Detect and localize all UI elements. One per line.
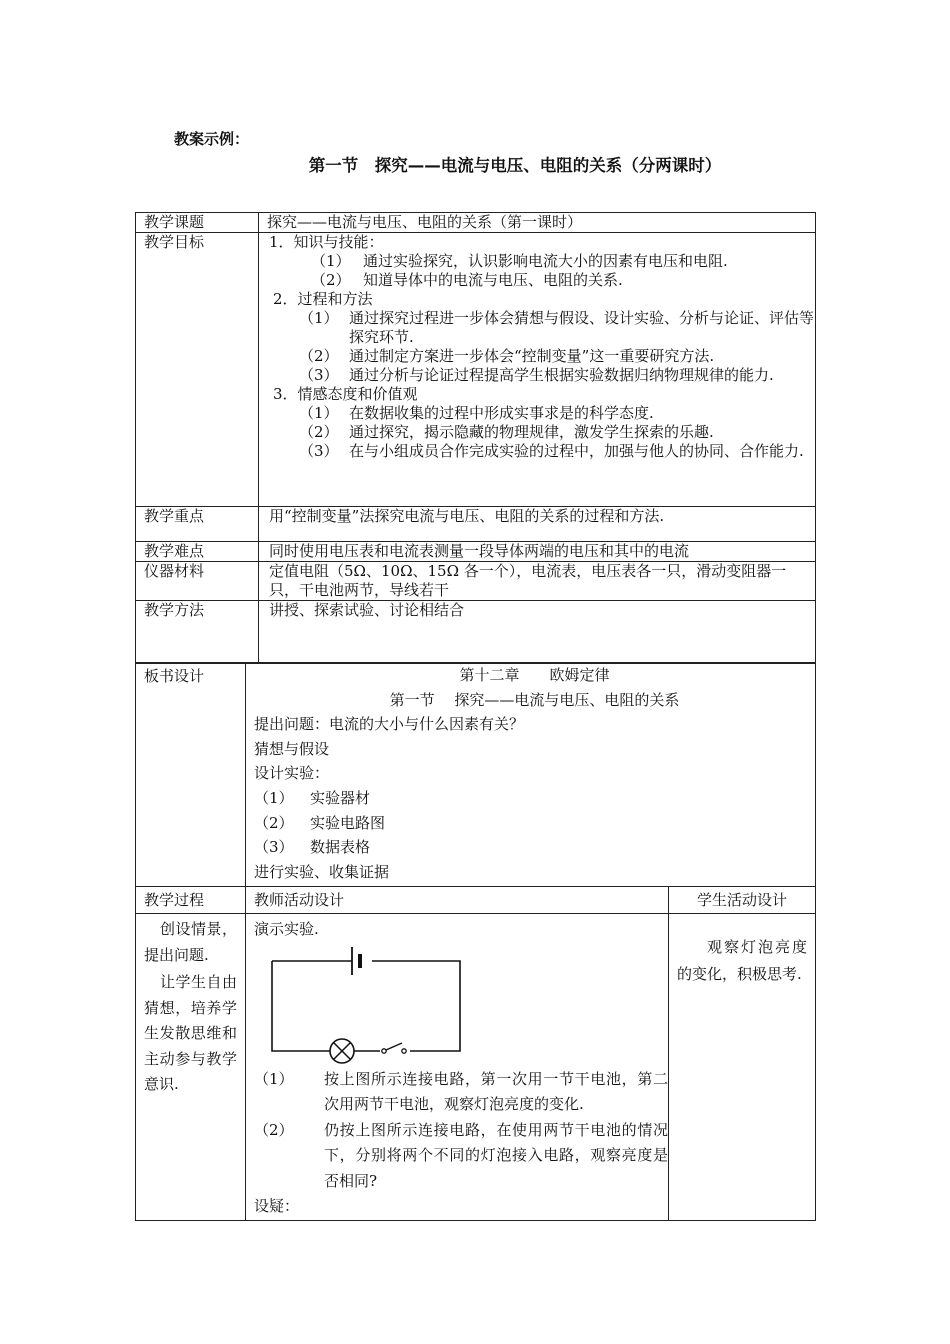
goals-label: 教学目标 [136,233,259,507]
circuit-diagram [262,943,492,1067]
board-line: 设计实验： [254,764,330,783]
board-item: （1） 实验器材 [254,788,371,807]
student-header: 学生活动设计 [669,887,816,914]
goal-item: （3） 通过分析与论证过程提高学生根据实验数据归纳物理规律的能力. [299,366,774,384]
board-line: 提出问题：电流的大小与什么因素有关？ [254,715,525,734]
goals-content [259,233,816,507]
goal-item: （2） 通过制定方案进一步体会“控制变量”这一重要研究方法. [299,347,715,365]
student-activity [669,914,816,1221]
board-content [246,663,816,887]
goal-item: （1） 通过探究过程进一步体会猜想与假设、设计实验、分析与论证、评估等探究环节. [299,309,815,346]
process-left-notes [136,914,246,1221]
goal-item: （1） 在数据收集的过程中形成实事求是的科学态度. [299,404,654,422]
method-label: 教学方法 [136,601,259,664]
demo-label: 演示实验. [254,920,319,938]
process-note: 让学生自由猜想，培养学生发散思维和主动参与教学意识. [144,973,237,1093]
equipment-value: 定值电阻（5Ω、10Ω、15Ω 各一个），电流表，电压表各一只，滑动变阻器一只，干电池两节，导线若干 [259,562,816,601]
topic-label: 教学课题 [136,213,259,233]
board-line: 进行实验、收集证据 [254,862,390,881]
document-label: 教案示例： [174,130,250,148]
board-design-table [135,662,816,887]
demo-step: （2） 仍按上图所示连接电路，在使用两节干电池的情况下，分别将两个不同的灯泡接入电路，观察亮度是否相同? [254,1120,668,1190]
difficulty-value: 同时使用电压表和电流表测量一段导体两端的电压和其中的电流 [259,542,816,562]
student-note: 观察灯泡亮度的变化，积极思考. [677,938,807,983]
goal-heading: 1．知识与技能： [269,233,384,251]
board-line: 猜想与假设 [254,739,330,758]
process-label: 教学过程 [136,887,246,914]
goal-heading: 3．情感态度和价值观 [273,385,418,403]
process-table [135,886,816,1221]
goal-item: （3） 在与小组成员合作完成实验的过程中，加强与他人的协同、合作能力. [299,442,804,460]
chapter-title: 第十二章 欧姆定律 [459,666,610,684]
question-label: 设疑： [254,1197,300,1215]
difficulty-label: 教学难点 [136,542,259,562]
process-note: 创设情景，提出问题. [144,920,237,964]
teacher-header: 教师活动设计 [246,887,669,914]
goal-heading: 2．过程和方法 [273,290,373,308]
topic-value: 探究——电流与电压、电阻的关系（第一课时） [259,213,816,233]
method-value: 讲授、探索试验、讨论相结合 [259,601,816,664]
demo-step: （1） 按上图所示连接电路，第一次用一节干电池，第二次用两节干电池，观察灯泡亮度的变化. [254,1069,668,1113]
board-label: 板书设计 [136,663,246,887]
goal-item: （1） 通过实验探究，认识影响电流大小的因素有电压和电阻. [311,252,728,270]
page-title: 第一节 探究——电流与电压、电阻的关系（分两课时） [308,156,722,175]
board-item: （3） 数据表格 [254,838,371,857]
equipment-label: 仪器材料 [136,562,259,601]
teacher-activity [246,914,669,1221]
board-item: （2） 实验电路图 [254,813,386,832]
key-label: 教学重点 [136,507,259,542]
goal-item: （2） 知道导体中的电流与电压、电阻的关系. [311,271,623,289]
section-title: 第一节 探究——电流与电压、电阻的关系 [389,690,680,709]
key-value: 用“控制变量”法探究电流与电压、电阻的关系的过程和方法. [259,507,816,542]
goal-item: （2） 通过探究，揭示隐藏的物理规律，激发学生探索的乐趣. [299,423,714,441]
lesson-info-table [135,212,816,664]
